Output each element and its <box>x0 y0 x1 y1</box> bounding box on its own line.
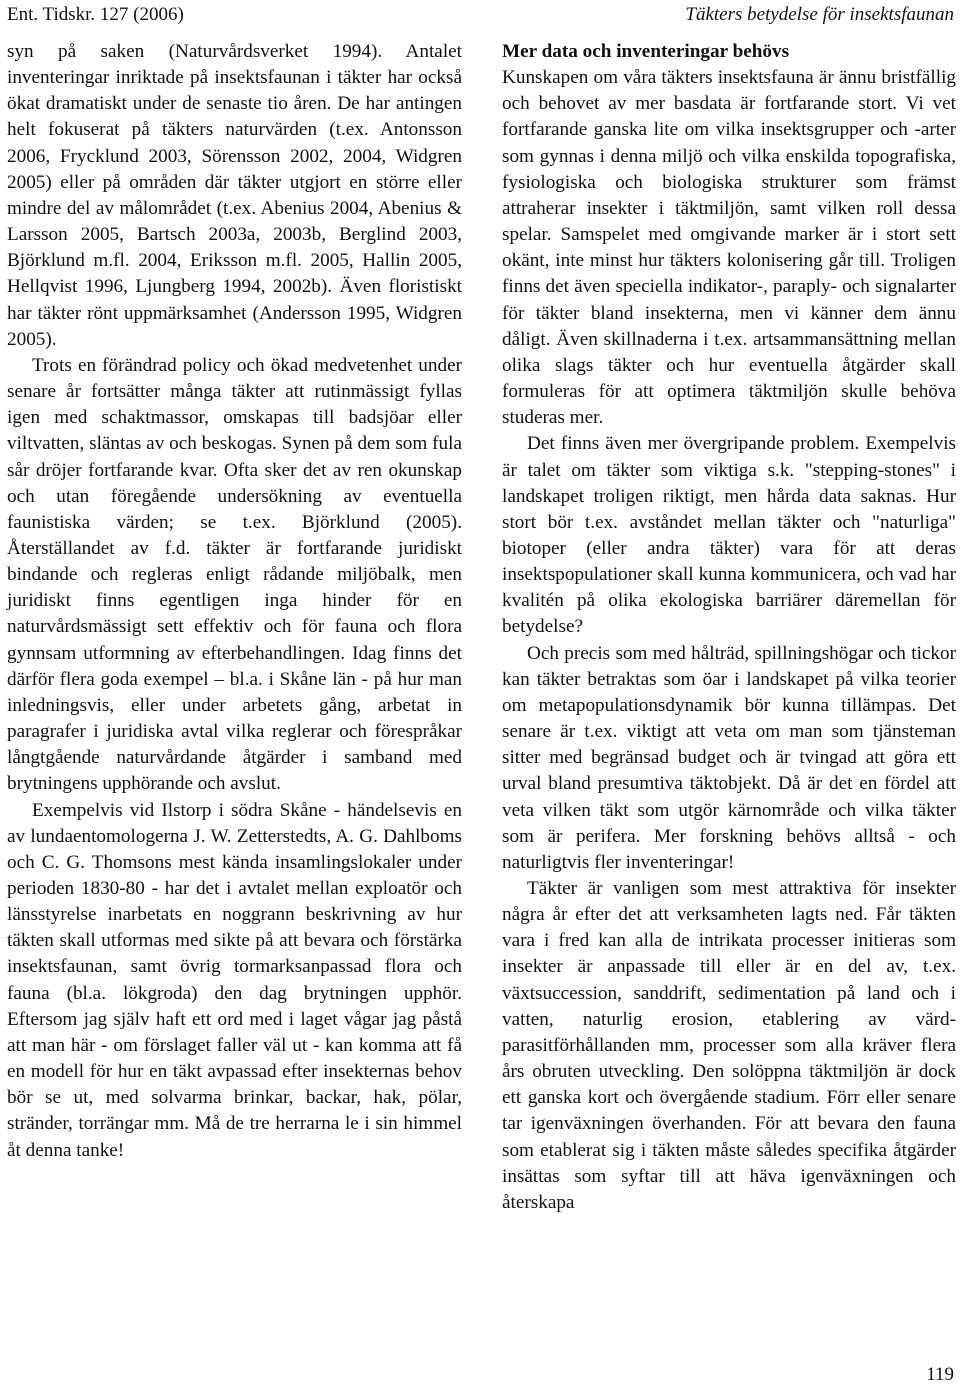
section-heading: Mer data och inventeringar behövs <box>502 41 790 62</box>
left-text-column <box>7 39 462 1164</box>
right-paragraph-3: Och precis som med hålträd, spillningshögar och tickor kan täkter betraktas som öar i landskapet på vilka teorier om metapopulationsdynamik bör kunna tillämpas. Det senare är t.ex. viktigt att veta om man som tjänsteman sitter med begränsad budget och är tvingad att göra ett urval bland presumtiva täktobjekt. Då är det en fördel att veta vilken täkt som utgör kärnområde och vilka täkter som är perifera. Mer forskning behövs alltså - och naturligtvis fler inventeringar! <box>502 642 956 873</box>
right-paragraph-2: Det finns även mer övergripande problem. Exempelvis är talet om täkter som viktiga s.k. "stepping-stones" i landskapet troligen riktigt, men hårda data saknas. Hur stort bör t.ex. avståndet mellan täkter och "naturliga" biotoper (eller andra täkter) vara för att deras insektspopulationer skall kunna kommunicera, och vad har kvalitén på olika ekologiska barriärer däremellan för betydelse? <box>502 433 956 638</box>
page-number: 119 <box>926 1364 954 1385</box>
journal-citation-header: Ent. Tidskr. 127 (2006) <box>7 4 184 25</box>
right-paragraph-1: Kunskapen om våra täkters insektsfauna är ännu bristfällig och behovet av mer basdata är fortfarande stort. Vi vet fortfarande ganska lite om vilka insektsgrupper och -arter som gynnas i denna miljö och vilka enskilda topografiska, fysiologiska och biologiska strukturer som främst attraherar insekter i täktmiljön, samt vilken roll dessa spelar. Samspelet med omgivande marker är i stort sett okänt, inte minst hur täkters kolonisering går till. Troligen finns det även speciella indikator-, paraply- och signalarter för täkter bland insekterna, men vi känner dem ännu dåligt. Även skillnaderna i t.ex. artsammansättning mellan olika slags täkter och hur eventuella åtgärder skall formuleras för att optimera täktmiljön skulle behöva studeras mer. <box>502 67 956 429</box>
right-paragraph-4: Täkter är vanligen som mest attraktiva för insekter några år efter det att verksamheten lagts ned. Får täkten vara i fred kan alla de intrikata processer initieras som insekter är anpassade till eller är en del av, t.ex. växtsuccession, sanddrift, sedimentation på land och i vatten, naturlig erosion, etablering av värd-parasitförhållanden mm, processer som alla kräver flera års obruten utveckling. Den solöppna täktmiljön är dock ett ganska kort och övergående stadium. Förr eller senare tar igenväxningen överhanden. För att bevara den fauna som etablerat sig i täkten måste således specifika åtgärder insättas som syftar till att häva igenväxningen och återskapa <box>502 878 956 1213</box>
left-paragraph-2: Trots en förändrad policy och ökad medvetenhet under senare år fortsätter många täkter att rutinmässigt fyllas igen med schaktmassor, omskapas till badsjöar eller viltvatten, släntas av och beskogas. Synen på dem som fula sår dröjer fortfarande kvar. Ofta sker det av ren okunskap och utan föregående undersökning av eventuella faunistiska värden; se t.ex. Björklund (2005). Återställandet av f.d. täkter är fortfarande juridiskt bindande och regleras enligt rådande miljöbalk, men juridiskt finns egentligen inga hinder för en naturvårdsmässigt sett effektiv och för fauna och flora gynnsam utformning av efterbehandlingen. Idag finns det därför flera goda exempel – bl.a. i Skåne län - på hur man inledningsvis, eller under arbetets gång, arbetat in paragrafer i juridiska avtal vilka reglerar och förespråkar långtgående naturvårdande åtgärder i samband med brytningens upphörande och avslut. <box>7 354 462 795</box>
left-paragraph-3: Exempelvis vid Ilstorp i södra Skåne - händelsevis en av lundaentomologerna J. W. Zetterstedts, A. G. Dahlboms och C. G. Thomsons mest kända insamlingslokaler under perioden 1830-80 - har det i avtalet mellan exploatör och länsstyrelse inarbetats en noggrann beskrivning av hur täkten skall utformas med sikte på att bevara och förstärka insektsfaunan, samt övrig tormarksanpassad flora och fauna (bl.a. lökgroda) den dag brytningen upphör. Eftersom jag själv haft ett ord med i laget vågar jag påstå att man här - om förslaget faller väl ut - kan komma att få en modell för hur en täkt avpassad efter insekternas behov bör se ut, med solvarma brinkar, backar, hak, pölar, stränder, torrängar mm. Må de tre herrarna le i sin himmel åt denna tanke! <box>7 799 462 1161</box>
left-paragraph-1: syn på saken (Naturvårdsverket 1994). Antalet inventeringar inriktade på insektsfaunan i täkter har också ökat dramatiskt under de senaste tio åren. De har antingen helt fokuserat på täkters naturvärden (t.ex. Antonsson 2006, Frycklund 2003, Sörensson 2002, 2004, Widgren 2005) eller på områden där täkter utgjort en större eller mindre del av målområdet (t.ex. Abenius 2004, Abenius & Larsson 2005, Bartsch 2003a, 2003b, Berglind 2003, Björklund m.fl. 2004, Eriksson m.fl. 2005, Hallin 2005, Hellqvist 1996, Ljungberg 1994, 2002b). Även floristiskt har täkter rönt uppmärksamhet (Andersson 1995, Widgren 2005). <box>7 41 462 350</box>
running-title-header: Täkters betydelse för insektsfaunan <box>685 4 954 25</box>
right-text-column <box>502 39 956 1216</box>
